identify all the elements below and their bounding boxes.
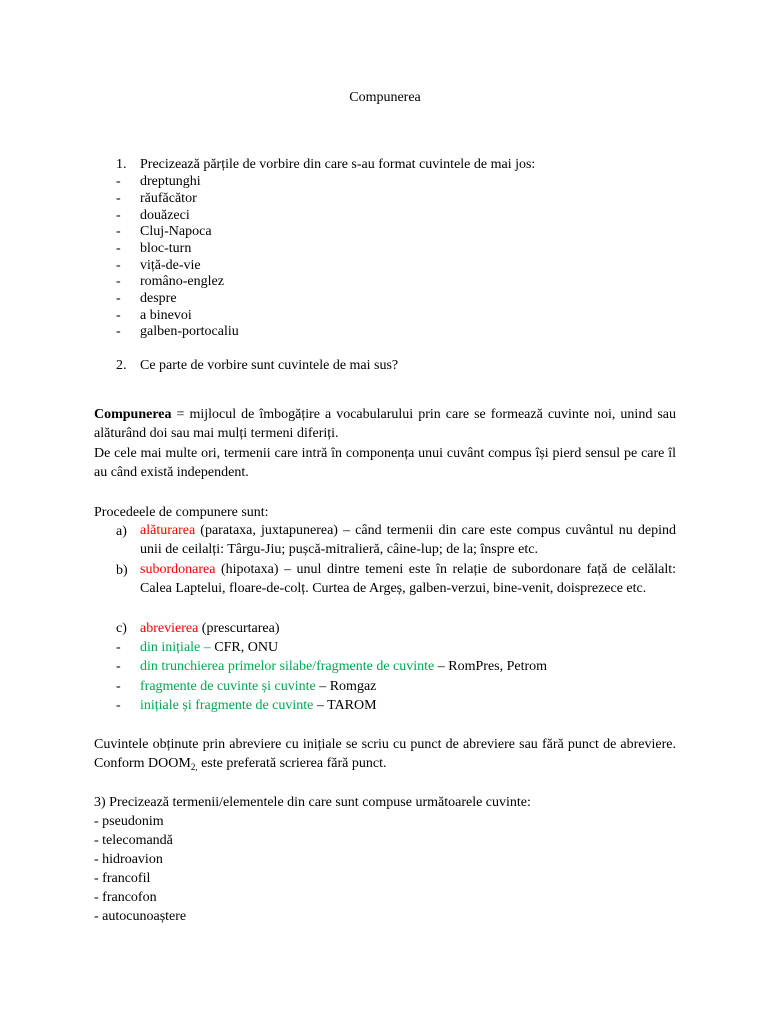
list-dash: - [116, 291, 121, 306]
page-title: Compunerea [349, 90, 421, 105]
list-item: - telecomandă [94, 833, 173, 848]
procedure-b-label: b) [116, 563, 128, 578]
list-dash: - [116, 308, 121, 323]
abbrev-type-label: din inițiale – [140, 640, 211, 655]
list-dash: - [116, 274, 121, 289]
list-item: bloc-turn [140, 241, 192, 256]
list-item [140, 658, 547, 675]
abbrev-note-text-end: este preferată scrierea fără punct. [197, 756, 387, 771]
definition-paragraph [94, 405, 676, 443]
procedure-c [140, 620, 280, 637]
list-dash: - [116, 698, 121, 713]
procedure-a-label: a) [116, 524, 127, 539]
list-dash: - [116, 191, 121, 206]
abbrev-note-text: Cuvintele obținute prin abreviere cu inițiale se scriu cu punct de abreviere sau fără punct de abreviere. Conform DOOM [94, 737, 676, 771]
abbrev-type-label: inițiale și fragmente de cuvinte [140, 698, 314, 713]
definition-term: Compunerea [94, 407, 172, 422]
list-dash: - [116, 679, 121, 694]
list-dash: - [116, 208, 121, 223]
procedure-b [140, 560, 676, 598]
list-item [140, 697, 377, 714]
procedure-b-term: subordonarea [140, 562, 216, 577]
list-item: româno-englez [140, 274, 224, 289]
procedure-b-text: (hipotaxa) – unul dintre temeni este în relație de subordonare față de celălalt: Calea Laptelui, floare-de-colț. Curtea de Argeș, galben-verzui, bine-venit, doisprezece etc. [140, 562, 676, 596]
list-item: Cluj-Napoca [140, 224, 212, 239]
list-item: despre [140, 291, 177, 306]
list-item: - hidroavion [94, 852, 163, 867]
procedure-c-label: c) [116, 621, 127, 636]
list-item [140, 639, 278, 656]
abbrev-type-example: – Romgaz [315, 679, 377, 694]
list-item: - autocunoaștere [94, 909, 187, 924]
q1-number: 1. [116, 157, 127, 172]
list-item: - francofon [94, 890, 157, 905]
procedures-heading: Procedeele de compunere sunt: [94, 505, 269, 520]
list-item: a binevoi [140, 308, 192, 323]
procedure-a-text: (parataxa, juxtapunerea) – când termenii din care este compus cuvântul nu depind unii de ceilalți: Târgu-Jiu; pușcă-mitralieră, câine-lup; de la; înspre etc. [140, 523, 676, 557]
procedure-c-text: (prescurtarea) [198, 621, 280, 636]
procedure-a [140, 521, 676, 559]
q3-text: 3) Precizează termenii/elementele din care sunt compuse următoarele cuvinte: [94, 795, 531, 810]
list-item: galben-portocaliu [140, 324, 239, 339]
abbrev-type-label: din trunchierea primelor silabe/fragmente de cuvinte [140, 659, 435, 674]
list-item: dreptunghi [140, 174, 201, 189]
list-dash: - [116, 324, 121, 339]
abbrev-type-label: fragmente de cuvinte și cuvinte [140, 679, 316, 694]
list-item [140, 678, 376, 695]
list-dash: - [116, 640, 121, 655]
q2-number: 2. [116, 358, 127, 373]
list-item: - pseudonim [94, 814, 164, 829]
list-dash: - [116, 659, 121, 674]
definition-note: De cele mai multe ori, termenii care intră în componența unui cuvânt compus își pierd sensul pe care îl au când există independent. [94, 446, 676, 480]
procedure-c-term: abrevierea [140, 621, 199, 636]
list-dash: - [116, 224, 121, 239]
doom-subscript: 2, [190, 762, 198, 772]
q1-text: Precizează părțile de vorbire din care s-au format cuvintele de mai jos: [140, 157, 536, 172]
abbreviation-note [94, 735, 676, 774]
abbrev-type-example: CFR, ONU [210, 640, 279, 655]
abbrev-type-example: – RomPres, Petrom [434, 659, 548, 674]
list-dash: - [116, 174, 121, 189]
list-item: răufăcător [140, 191, 197, 206]
list-dash: - [116, 258, 121, 273]
list-item: viță-de-vie [140, 258, 201, 273]
abbrev-type-example: – TAROM [313, 698, 377, 713]
list-dash: - [116, 241, 121, 256]
procedure-a-term: alăturarea [140, 523, 196, 538]
list-item: - francofil [94, 871, 151, 886]
list-item: douăzeci [140, 208, 190, 223]
q2-text: Ce parte de vorbire sunt cuvintele de mai sus? [140, 358, 399, 373]
definition-text: = mijlocul de îmbogățire a vocabularului prin care se formează cuvinte noi, unind sau alăturând doi sau mai mulți termeni diferiți. [94, 407, 676, 441]
